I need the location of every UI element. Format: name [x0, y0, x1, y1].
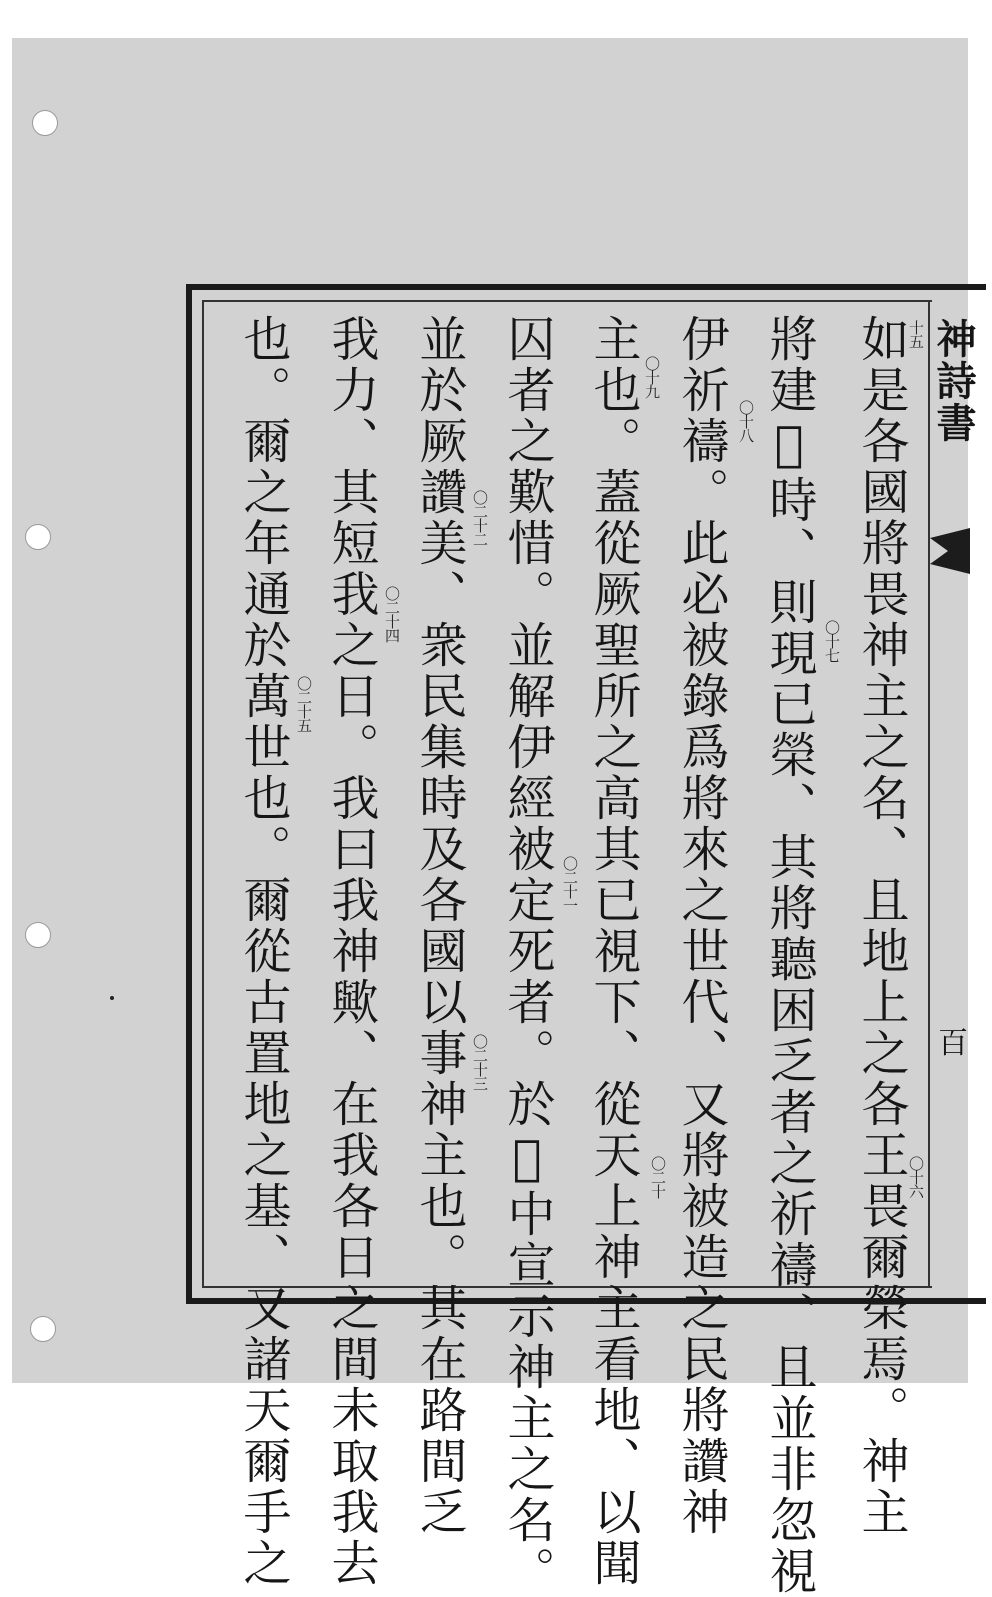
text-column-8: 也。爾之年通於萬世也。爾從古置地之基、又諸天爾手之	[235, 314, 291, 1589]
binder-hole-4	[30, 1316, 56, 1342]
binder-hole-1	[32, 110, 58, 136]
verse-number-20: 〇二十	[649, 1156, 667, 1198]
margin-rule	[928, 300, 930, 1288]
binder-hole-2	[25, 524, 51, 550]
text-column-6: 並於厥讚美、衆民集時及各國以事神主也。其在路間乏	[411, 314, 467, 1538]
verse-number-21: 〇二十一	[561, 856, 579, 912]
text-column-3: 伊祈禱。此必被錄爲將來之世代、又將被造之民將讚神	[673, 314, 729, 1538]
binder-hole-3	[25, 922, 51, 948]
text-block-border	[202, 300, 932, 1597]
verse-number-25: 〇二十五	[295, 676, 313, 732]
verse-number-18: 〇十八	[737, 400, 755, 442]
verse-number-15: 十五	[907, 320, 925, 348]
text-column-2: 將建𠀌時、則現已榮、其將聽困乏者之祈禱、且並非忽視	[761, 314, 817, 1597]
verse-number-24: 〇二十四	[383, 586, 401, 642]
text-column-4: 主也。蓋從厥聖所之高其已視下、從天上神主看地、以聞	[585, 314, 641, 1589]
stray-ink-dot	[110, 996, 114, 1000]
verse-number-17: 〇十七	[823, 620, 841, 662]
verse-number-19: 〇十九	[643, 356, 661, 398]
text-column-1: 如是各國將畏神主之名、且地上之各王畏爾榮焉。神主	[853, 314, 909, 1538]
text-column-7: 我力、其短我之日。我曰我神歟、在我各日之間未取我去	[323, 314, 379, 1589]
verse-number-22: 〇二十二	[471, 490, 489, 546]
fish-tail-ornament-icon	[930, 528, 970, 574]
page-number: 百	[938, 1026, 968, 1061]
verse-number-23: 〇二十三	[471, 1034, 489, 1090]
verse-number-16: 〇十六	[907, 1156, 925, 1198]
text-column-5: 囚者之歎惜。並解伊經被定死者。於𠀌中宣示神主之名。	[499, 314, 555, 1597]
running-title: 神詩書	[930, 318, 977, 444]
